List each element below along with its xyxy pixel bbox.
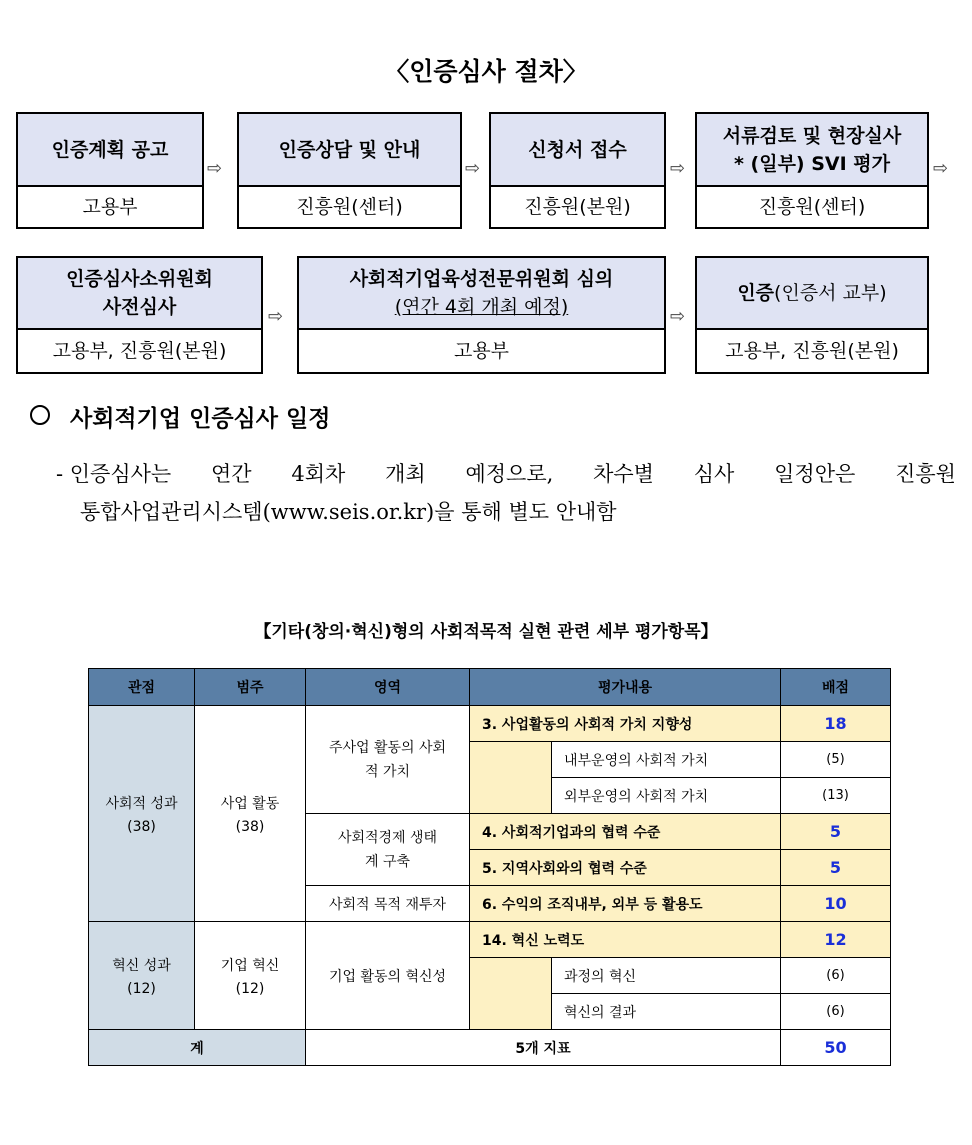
step-2-head: 인증상담 및 안내 xyxy=(239,114,460,187)
score-cell: 10 xyxy=(781,886,891,922)
table-title: 【기타(창의·혁신)형의 사회적목적 실현 관련 세부 평가항목】 xyxy=(254,622,718,642)
total-desc: 5개 지표 xyxy=(306,1030,781,1066)
arrow-icon: ⇨ xyxy=(207,158,223,179)
subitem-cell: 혁신의 결과 xyxy=(552,994,781,1030)
word: 4회차 xyxy=(291,462,346,486)
score-cell: (6) xyxy=(781,994,891,1030)
header-cell: 평가내용 xyxy=(470,669,781,706)
perspective-score: (12) xyxy=(127,980,156,997)
item-cell: 6. 수익의 조직내부, 외부 등 활용도 xyxy=(470,886,781,922)
header-cell: 범주 xyxy=(195,669,306,706)
score-cell: 12 xyxy=(781,922,891,958)
word: 개최 xyxy=(385,462,426,486)
score-cell: (6) xyxy=(781,958,891,994)
step-3-foot: 진흥원(본원) xyxy=(524,195,631,218)
header-cell: 관점 xyxy=(89,669,195,706)
perspective-label: 혁신 성과 xyxy=(112,957,171,974)
arrow-icon: ⇨ xyxy=(933,158,949,179)
schedule-paragraph xyxy=(56,455,956,531)
subitem-cell: 내부운영의 사회적 가치 xyxy=(552,742,781,778)
step-7-head-rest: (인증서 교부) xyxy=(774,282,887,304)
step-7-head-bold: 인증 xyxy=(737,282,775,304)
schedule-heading-text: 사회적기업 인증심사 일정 xyxy=(70,405,331,432)
step-box-1 xyxy=(16,112,204,229)
perspective-cell xyxy=(89,706,195,922)
perspective-score: (38) xyxy=(127,818,156,835)
perspective-label: 사회적 성과 xyxy=(105,795,178,812)
subitem-cell: 외부운영의 사회적 가치 xyxy=(552,778,781,814)
arrow-icon: ⇨ xyxy=(670,158,686,179)
step-5-head-line1: 인증심사소위원회 xyxy=(66,268,213,290)
schedule-heading xyxy=(30,400,330,433)
header-cell: 영역 xyxy=(306,669,470,706)
schedule-line-2: 통합사업관리시스템(www.seis.or.kr)을 통해 별도 안내함 xyxy=(80,500,617,524)
word: 진흥원 xyxy=(895,462,956,486)
step-box-3 xyxy=(489,112,666,229)
category-label: 기업 혁신 xyxy=(220,957,280,974)
score-cell: 5 xyxy=(781,850,891,886)
total-row xyxy=(89,1030,891,1066)
score-cell: 18 xyxy=(781,706,891,742)
item-cell: 5. 지역사회와의 협력 수준 xyxy=(470,850,781,886)
table-row xyxy=(89,706,891,742)
category-label: 사업 활동 xyxy=(220,795,280,812)
perspective-cell xyxy=(89,922,195,1030)
step-7-foot: 고용부, 진흥원(본원) xyxy=(725,339,899,362)
step-box-4 xyxy=(695,112,929,229)
category-cell xyxy=(195,706,306,922)
item-cell: 3. 사업활동의 사회적 가치 지향성 xyxy=(470,706,781,742)
step-3-head: 신청서 접수 xyxy=(491,114,664,187)
table-row xyxy=(89,922,891,958)
area-cell: 기업 활동의 혁신성 xyxy=(306,922,470,1030)
step-5-foot: 고용부, 진흥원(본원) xyxy=(52,339,227,362)
step-6-foot: 고용부 xyxy=(453,339,510,362)
step-box-6 xyxy=(297,256,666,374)
total-score: 50 xyxy=(781,1030,891,1066)
step-1-head: 인증계획 공고 xyxy=(18,114,202,187)
step-1-foot: 고용부 xyxy=(82,195,138,218)
step-6-head-line2: (연간 4회 개최 예정) xyxy=(394,296,569,318)
table-header-row xyxy=(89,669,891,706)
step-4-head-line2: * (일부) SVI 평가 xyxy=(733,152,891,175)
category-cell xyxy=(195,922,306,1030)
step-box-2 xyxy=(237,112,462,229)
arrow-icon: ⇨ xyxy=(465,158,481,179)
arrow-icon: ⇨ xyxy=(670,306,686,327)
schedule-line-1 xyxy=(56,455,956,493)
word: 연간 xyxy=(211,462,252,486)
score-cell: (5) xyxy=(781,742,891,778)
step-6-head xyxy=(299,258,664,330)
word: 심사 xyxy=(693,462,735,486)
circle-bullet-icon xyxy=(30,405,50,425)
step-4-head-line1: 서류검토 및 현장실사 xyxy=(722,124,902,147)
category-score: (12) xyxy=(235,980,265,997)
item-cell: 4. 사회적기업과의 협력 수준 xyxy=(470,814,781,850)
step-7-head xyxy=(697,258,927,330)
procedure-title: 〈인증심사 절차〉 xyxy=(384,57,588,86)
subitem-cell: 과정의 혁신 xyxy=(552,958,781,994)
word: 일정안은 xyxy=(774,462,856,486)
item-cell: 14. 혁신 노력도 xyxy=(470,922,781,958)
word: 예정으로, xyxy=(465,462,554,486)
step-6-head-line1: 사회적기업육성전문위원회 심의 xyxy=(349,268,614,290)
step-5-head xyxy=(18,258,261,330)
area-cell: 주사업 활동의 사회적 가치 xyxy=(306,706,470,814)
step-5-head-line2: 사전심사 xyxy=(102,296,177,318)
step-box-7 xyxy=(695,256,929,374)
score-cell: (13) xyxy=(781,778,891,814)
word: 차수별 xyxy=(593,462,654,486)
yellow-spacer xyxy=(470,958,552,1030)
step-box-5 xyxy=(16,256,263,374)
score-cell: 5 xyxy=(781,814,891,850)
evaluation-table xyxy=(88,668,891,1066)
header-cell: 배점 xyxy=(781,669,891,706)
step-4-foot: 진흥원(센터) xyxy=(758,195,866,218)
total-label: 계 xyxy=(89,1030,306,1066)
step-2-foot: 진흥원(센터) xyxy=(296,195,403,218)
yellow-spacer xyxy=(470,742,552,814)
category-score: (38) xyxy=(235,818,265,835)
step-4-head xyxy=(697,114,927,187)
arrow-icon: ⇨ xyxy=(268,306,284,327)
word: - 인증심사는 xyxy=(56,462,172,486)
area-cell: 사회적경제 생태계 구축 xyxy=(306,814,470,886)
area-cell: 사회적 목적 재투자 xyxy=(306,886,470,922)
